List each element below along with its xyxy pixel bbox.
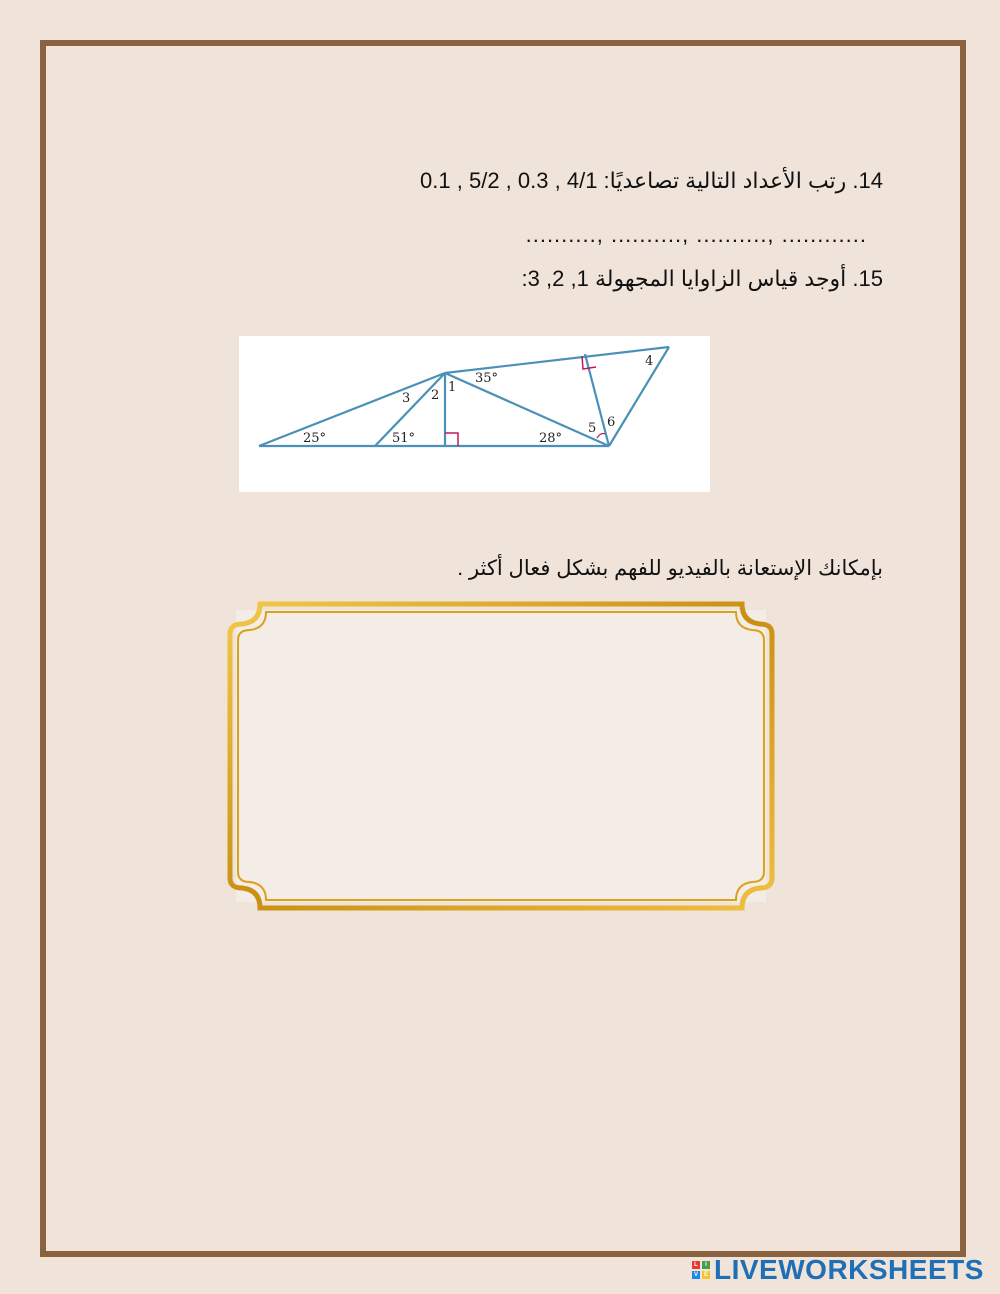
angle-label-25: 25° (303, 431, 327, 446)
liveworksheets-logo[interactable] (692, 1255, 984, 1285)
angle-number-4: 4 (645, 354, 654, 369)
logo-mark-v: V (693, 1272, 698, 1278)
logo-mark-l: L (692, 1261, 700, 1269)
triangle-diagram (239, 336, 710, 492)
geometry-figure (239, 336, 710, 492)
question-14: 14. رتب الأعداد التالية تصاعديًا: 4/1 , 0.3 , 5/2 , 0.1 (420, 168, 883, 193)
diagonal-line-28 (445, 373, 609, 446)
logo-mark-e: E (703, 1272, 708, 1278)
angle-number-3: 3 (402, 391, 411, 406)
angle-label-35: 35° (475, 371, 499, 386)
angle-number-1: 1 (448, 380, 457, 395)
angle-number-5: 5 (588, 421, 597, 436)
gold-frame-border (226, 600, 776, 912)
question-14-answer-blanks[interactable]: .........., .........., .........., ............ (525, 222, 867, 247)
angle-number-6: 6 (607, 415, 616, 430)
angle-arc-5 (597, 434, 605, 439)
angle-label-28: 28° (539, 431, 563, 446)
video-note: بإمكانك الإستعانة بالفيديو للفهم بشكل فعال أكثر . (457, 557, 883, 580)
question-15: 15. أوجد قياس الزاوايا المجهولة 1, 2, 3: (521, 266, 883, 291)
logo-text: LIVEWORKSHEETS (714, 1254, 984, 1285)
video-frame[interactable] (226, 600, 776, 912)
top-line (445, 347, 669, 373)
right-angle-mark-base (445, 433, 458, 446)
left-side-line (259, 373, 445, 446)
logo-mark-i: I (702, 1261, 710, 1269)
angle-label-51: 51° (392, 431, 416, 446)
liveworksheets-logo-icon (692, 1261, 710, 1279)
video-area (236, 610, 766, 902)
right-side-line (609, 347, 669, 446)
angle-number-2: 2 (431, 388, 440, 403)
